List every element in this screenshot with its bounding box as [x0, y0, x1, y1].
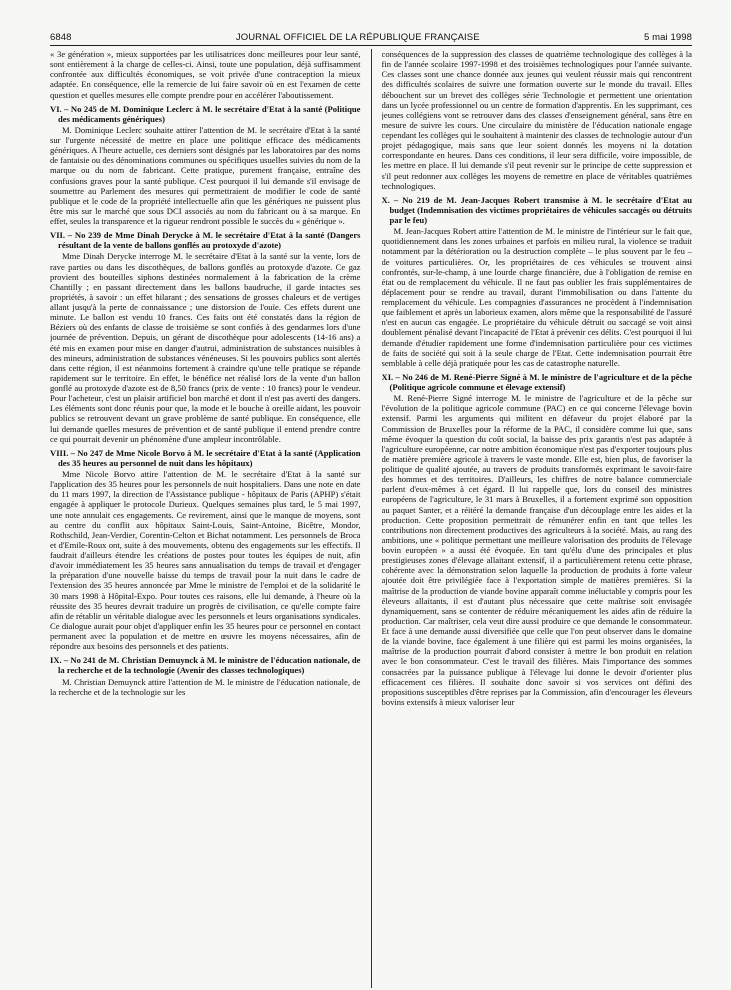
- question-heading: VIII. – No 247 de Mme Nicole Borvo à M. le secrétaire d'Etat à la santé (Application des 35 heures au personnel de nuit dans les hôpitaux): [50, 447, 361, 468]
- paragraph: « 3e génération », mieux supportées par les utilisatrices donc meilleures pour leur santé, sont entièrement à la charge de celles-ci. Ainsi, toute une population, déjà suffisamment confrontée aux difficultés économiques, se voit privée d'une contraception la mieux adaptée. En conséquence, elle la remercie de lui faire savoir où en est l'examen de cette question et quelles mesures elle compte prendre pour en accélérer l'aboutissement.: [50, 49, 361, 100]
- header-rule: [50, 45, 692, 46]
- left-column: [50, 49, 361, 988]
- right-column: [382, 49, 693, 988]
- question-heading: X. – No 219 de M. Jean-Jacques Robert transmise à M. le secrétaire d'Etat au budget (Indemnisation des victimes propriétaires de véhicules saccagés ou détruits par le feu): [381, 194, 692, 225]
- question-heading: VI. – No 245 de M. Dominique Leclerc à M. le secrétaire d'Etat à la santé (Politique des médicaments génériques): [50, 103, 361, 124]
- paragraph: Mme Nicole Borvo attire l'attention de M. le secrétaire d'Etat à la santé sur l'application des 35 heures pour les personnels de nuit hospitaliers. Dans une note en date du 11 mars 1997, la direction de l'Assistance publique - hôpitaux de Paris (APHP) s'était engagée à appliquer le protocole Durieux. Quelques semaines plus tard, le 5 mai 1997, une note annulait ces engagements. Ce revirement, ainsi que le manque de moyens, sont au centre du conflit aux hôpitaux Saint-Louis, Saint-Antoine, Bicêtre, Mondor, Rothschild, Jean-Verdier, Corentin-Celton et Bichat notamment. Les personnels de Broca et d'Emile-Roux ont, suite à des mouvements, obtenu des engagements sur les effectifs. Il faudrait d'ailleurs étendre les créations de postes pour toutes les équipes de nuit, afin d'avoir immédiatement les 35 heures sans annualisation du temps de travail et d'engager la préparation d'une nouvelle baisse du temps de travail pour la nuit dans le cadre de l'extension des 35 heures annoncée par Mme le ministre de l'emploi et de la solidarité le 30 mars 1998 à Hôpital-Expo. Pour toutes ces raisons, elle lui demande, à l'heure où la réussite des 35 heures devrait traduire un progrès de civilisation, ce qu'elle compte faire afin de rétablir un véritable dialogue avec les personnels et leurs organisations syndicales. Ce dialogue aurait pour objet d'appliquer enfin les 35 heures pour ce personnel en contact permanent avec la population et de mettre en œuvre les moyens nécessaires, afin de répondre aux besoins des personnels et des patients.: [50, 469, 361, 652]
- question-heading: XI. – No 246 de M. René-Pierre Signé à M. le ministre de l'agriculture et de la pêche (Politique agricole commune et élevage extensif): [381, 371, 692, 392]
- journal-title: JOURNAL OFFICIEL DE LA RÉPUBLIQUE FRANÇAISE: [235, 32, 480, 43]
- question-heading: VII. – No 239 de Mme Dinah Derycke à M. le secrétaire d'Etat à la santé (Dangers résultant de la vente de ballons gonflés au protoxyde d'azote): [50, 230, 361, 251]
- paragraph: conséquences de la suppression des classes de quatrième technologique des collèges à la fin de l'année scolaire 1997-1998 et des troisièmes technologiques pour l'année suivante. Ces classes sont une chance donnée aux jeunes qui veulent réussir mais qui rencontrent des difficultés scolaires de suivre une formation ouverte sur le monde du travail. Elles débouchent sur un brevet des collèges série Technologie et permettent une orientation dans un lycée professionnel ou un centre de formation d'apprentis. En les supprimant, ces jeunes collégiens vont se retrouver dans des classes d'enseignement général, sans être en mesure de suivre les cours. Une circulaire du ministère de l'éducation nationale engage cependant les collèges qui le souhaitent à maintenir des classes de technologie autour d'un projet pédagogique, mais sans que leur soient donnés les moyens ni la dotation correspondante en heures. Dans ces conditions, il leur sera difficile, voire impossible, de les mettre en place. Il lui demande s'il peut revenir sur le principe de cette suppression et s'il peut redonner aux collèges les moyens de remettre en place de véritables quatrièmes technologiques.: [381, 49, 692, 191]
- page-number: 6848: [50, 32, 72, 43]
- paragraph: M. Dominique Leclerc souhaite attirer l'attention de M. le secrétaire d'Etat à la santé sur l'urgente nécessité de mettre en place une politique efficace des médicaments génériques. A l'heure actuelle, ces derniers sont désignés par les laboratoires par des noms de fantaisie ou des dénominations communes ou spécifiques usuelles suivies du nom de la marque ou du nom de fabricant. Cette pratique, purement française, entraîne des confusions graves pour la santé publique. C'est pourquoi il lui demande s'il envisage de soumettre au Parlement des mesures qui permettraient de modifier le code de santé publique et le code de la propriété intellectuelle afin que les génériques ne puissent plus être mis sur le marché que sous DCI associés au nom du fabricant ou à sa marque. En effet, seules la transparence et la rigueur rendront possible le succès du « générique ».: [50, 124, 361, 226]
- page-header: [50, 29, 692, 43]
- column-divider: [371, 49, 372, 988]
- paragraph: M. Jean-Jacques Robert attire l'attention de M. le ministre de l'intérieur sur le fait que, quotidiennement dans les zones urbaines et parfois en milieu rural, la violence se traduit notamment par la détérioration ou la destruction complète – le plus souvent par le feu – de voitures particulières. Or, les propriétaires de ces véhicules se trouvent ainsi confrontés, sur-le-champ, à une lourde charge financière, due à l'obligation de remise en état ou de remplacement du véhicule. Il ne faut pas oublier les frais supplémentaires de déplacement pour se rendre au travail, durant l'immobilisation ou dans l'attente du remplacement du véhicule. Les compagnies d'assurances ne procèdent à l'indemnisation que faiblement et après un laborieux examen, alors même que la responsabilité de l'assuré n'est en aucun cas engagée. Le propriétaire du véhicule détruit ou saccagé se voit ainsi doublement pénalisé devant l'incapacité de l'Etat à prévenir ces délits. C'est pourquoi il lui demande d'étudier rapidement une forme d'indemnisation particulière pour ces victimes de faits de société qui soit à la seule charge de l'Etat. Cette indemnisation pourrait être semblable à celle déjà pratiquée pour les cas de catastrophe naturelle.: [381, 226, 692, 368]
- issue-date: 5 mai 1998: [643, 32, 692, 43]
- question-heading: IX. – No 241 de M. Christian Demuynck à M. le ministre de l'éducation nationale, de la recherche et de la technologie (Avenir des classes technologiques): [50, 655, 361, 676]
- paragraph: Mme Dinah Derycke interroge M. le secrétaire d'Etat à la santé sur la vente, lors de rave parties ou dans les discothèques, de ballons gonflés au protoxyde d'azote. Ce gaz provient des bouteilles siphons destinées normalement à la fabrication de la crème Chantilly ; en passant directement dans les ballons baudruche, il garde intactes ses propriétés, à savoir : un effet hilarant ; des sensations de grosses chaleurs et de vertiges allant jusqu'à la perte de connaissance ; une distorsion de l'ouïe. Ces effets durent une minute. Le ballon est vendu 10 francs. Ces faits ont été constatés dans la région de Béziers où des enfants de classe de troisième se sont confiés à des gendarmes lors d'une journée de prévention. Depuis, un gérant de discothèque pour adolescents (14-16 ans) a été mis en examen pour mise en danger d'autrui, administration de substances nuisibles à des mineurs, administration de substances vénéneuses. Si les pouvoirs publics sont alertés dans cette région, il est néanmoins fortement à craindre qu'une telle pratique se répande rapidement sur le territoire. En effet, le bénéfice net réalisé lors de la vente d'un ballon gonflé au protoxyde d'azote est de 8,50 francs (prix de vente : 10 francs) pour le vendeur. Pour l'acheteur, c'est un plaisir artificiel bon marché et dont il n'est pas averti des dangers. Les éléments sont donc réunis pour que, la mode et le bouche à oreille aidant, les pouvoir publics se retrouvent devant un grave problème de santé publique. En conséquence, elle lui demande quelles mesures de prévention et de santé publique il entend prendre contre ce qui pourrait devenir un phénomène d'une ampleur incontrôlable.: [50, 251, 361, 444]
- paragraph: M. Christian Demuynck attire l'attention de M. le ministre de l'éducation nationale, de la recherche et de la technologie sur les: [50, 676, 361, 697]
- text-columns: [50, 49, 692, 988]
- paragraph: M. René-Pierre Signé interroge M. le ministre de l'agriculture et de la pêche sur l'évolution de la politique agricole commune (PAC) en ce qui concerne l'élevage bovin extensif. Parmi les arguments qui militent en défaveur du projet élaboré par la Commission de Bruxelles pour la réforme de la PAC, il considère comme lui que, sans même évoquer la question du coût social, la baisse des prix garantis n'est pas adaptée à l'agriculture européenne, car notre ambition économique n'est pas d'exporter toujours plus de matière première agricole à travers le vaste monde. Elle est, bien plus, de favoriser la politique de qualité ajoutée, au travers de produits transformés exprimant le savoir-faire des hommes et des territoires. D'ailleurs, les chiffres de notre balance commerciale parlent d'eux-mêmes à cet égard. Il lui rappelle que, lors du conseil des ministres européens de l'agriculture, le 31 mars à Bruxelles, il a fortement exprimé son opposition au paquet Santer, et a réitéré la demande française d'un découplage entre les aides et la production. Cette proposition permettrait de rémunérer enfin en tant que telles les contributions non directement productives des agriculteurs à la société. Mais, au rang des ambitions, une « politique permettant une meilleure valorisation des produits de l'élevage bovin européen » a aussi été évoquée. En tant qu'élu d'une des principales et plus prestigieuses zones d'élevage allaitant extensif, il a particulièrement retenu cette phrase, cohérente avec la démonstration selon laquelle la production de produits à forte valeur ajoutée doit être privilégiée face à l'exportation simple de matières premières. Si la maîtrise de la production de viande bovine apparaît comme inéluctable y compris pour les éleveurs allaitants, il est d'autant plus nécessaire que cette maîtrise soit envisagée dynamiquement, sans se contenter de réduire mécaniquement les aides afin de réduire la production. Car maîtriser, cela veut dire aussi produire ce que demande le consommateur. Et face à une demande aussi diversifiée que celle que l'on peut observer dans le domaine de la viande bovine, face également à une filière qui est parmi les moins organisées, la maîtrise de la production pourrait d'abord consister à mettre le bon produit en relation avec le bon consommateur. C'est le travail des filières. Mais l'importance des sommes consacrées par la puissance publique à l'élevage lui donne le devoir d'orienter plus efficacement ces filières. Il souhaite donc savoir si vos services ont défini des propositions susceptibles d'être reprises par la Commission, afin d'encourager les éleveurs bovins extensifs à mieux valoriser leur: [381, 393, 692, 707]
